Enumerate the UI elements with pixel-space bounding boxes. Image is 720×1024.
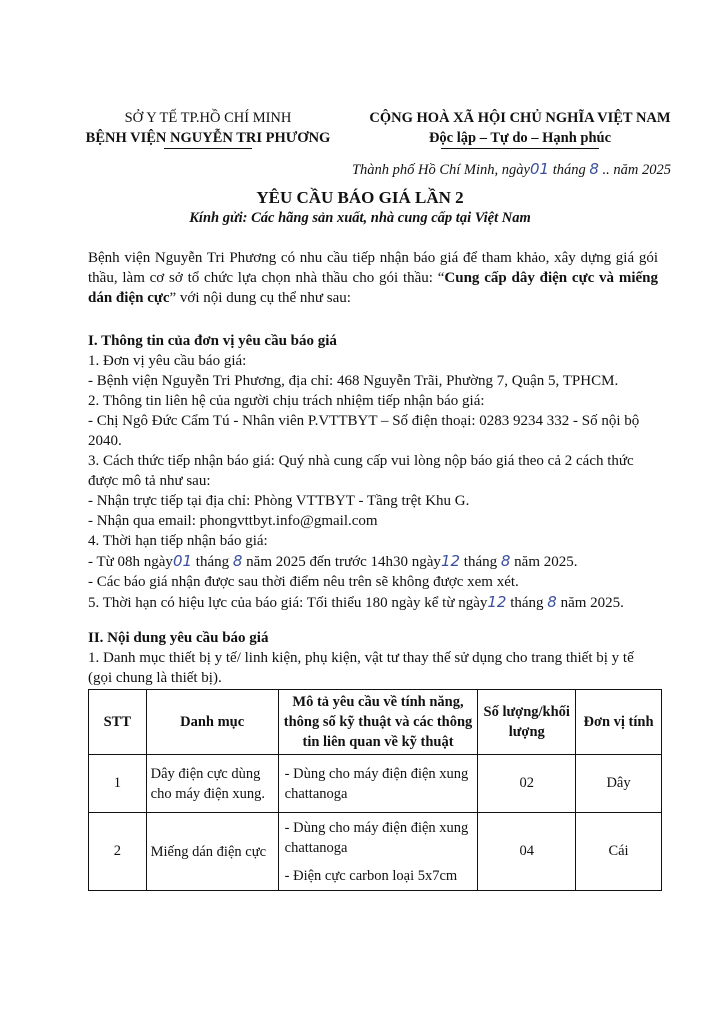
date-line: Thành phố Hồ Chí Minh, ngày01 tháng 8 .. năm 2025 xyxy=(351,160,671,178)
document-recipient: Kính gửi: Các hãng sản xuất, nhà cung cấp tại Việt Nam xyxy=(189,210,531,226)
item-5-validity xyxy=(88,592,658,613)
table-row xyxy=(89,755,662,813)
section2-item-1: 1. Danh mục thiết bị y tế/ linh kiện, phụ kiện, vật tư thay thế sử dụng cho trang thiết bị y tế (gọi chung là thiết bị). xyxy=(88,650,634,686)
spec-line: - Điện cực carbon loại 5x7cm xyxy=(284,867,458,884)
item-1: 1. Đơn vị yêu cầu báo giá: xyxy=(88,353,247,369)
period-text: năm 2025 đến trước 14h30 ngày xyxy=(242,554,441,570)
cell-stt: 1 xyxy=(89,755,147,813)
col-don-vi: Đơn vị tính xyxy=(576,690,662,755)
header-underline xyxy=(164,148,252,149)
spec-line: - Dùng cho máy điện điện xung chattanoga xyxy=(284,819,469,856)
handwritten-validity-day: 12 xyxy=(487,593,507,611)
nation-title: CỘNG HOÀ XÃ HỘI CHỦ NGHĨA VIỆT NAM xyxy=(369,110,671,126)
item-4-note: - Các báo giá nhận được sau thời điểm nêu trên sẽ không được xem xét. xyxy=(88,574,519,590)
handwritten-start-day: 01 xyxy=(172,552,193,570)
national-motto: Độc lập – Tự do – Hạnh phúc xyxy=(428,130,612,146)
date-prefix: Thành phố Hồ Chí Minh, ngày xyxy=(351,162,530,178)
issuer-header xyxy=(68,108,348,149)
cell-mo-ta xyxy=(278,755,478,813)
date-month-word: tháng xyxy=(552,162,586,178)
period-text: năm 2025. xyxy=(510,554,578,570)
intro-text-end: ” với nội dung cụ thể như sau: xyxy=(169,290,351,306)
col-mo-ta: Mô tả yêu cầu về tính năng, thông số kỹ thuật và các thông tin liên quan về kỹ thuật xyxy=(278,690,478,755)
cell-so-luong: 02 xyxy=(478,755,576,813)
period-text: - Từ 08h ngày xyxy=(88,554,173,570)
item-3: 3. Cách thức tiếp nhận báo giá: Quý nhà cung cấp vui lòng nộp báo giá theo cả 2 cách thức được mô tả như sau: xyxy=(88,453,634,489)
motto-underline xyxy=(441,148,599,149)
date-year: năm 2025 xyxy=(613,162,671,178)
cell-don-vi: Dây xyxy=(576,755,662,813)
col-stt: STT xyxy=(89,690,147,755)
section2-heading: II. Nội dung yêu cầu báo giá xyxy=(88,630,269,646)
cell-danh-muc: Dây điện cực dùng cho máy điện xung. xyxy=(146,755,278,813)
cell-don-vi: Cái xyxy=(576,813,662,891)
cell-stt: 2 xyxy=(89,813,147,891)
hospital-name: BỆNH VIỆN NGUYỄN TRI PHƯƠNG xyxy=(85,130,331,146)
item-2-detail: - Chị Ngô Đức Cẩm Tú - Nhân viên P.VTTBYT – Số điện thoại: 0283 9234 332 - Số nội bộ 2040. xyxy=(88,413,640,449)
handwritten-end-month: 8 xyxy=(500,552,511,570)
item-4: 4. Thời hạn tiếp nhận báo giá: xyxy=(88,533,268,549)
handwritten-end-day: 12 xyxy=(440,552,461,570)
period-text: tháng xyxy=(192,554,233,570)
item-2: 2. Thông tin liên hệ của người chịu trách nhiệm tiếp nhận báo giá: xyxy=(88,393,485,409)
section1-heading: I. Thông tin của đơn vị yêu cầu báo giá xyxy=(88,333,337,349)
document-title: YÊU CẦU BÁO GIÁ LẦN 2 xyxy=(256,188,464,207)
handwritten-validity-month: 8 xyxy=(547,593,557,611)
handwritten-start-month: 8 xyxy=(232,552,243,570)
spec-line: - Dùng cho máy điện điện xung chattanoga xyxy=(284,765,469,802)
national-header xyxy=(360,108,680,149)
cell-mo-ta xyxy=(278,813,478,891)
col-danh-muc: Danh mục xyxy=(146,690,278,755)
validity-text: năm 2025. xyxy=(556,595,624,611)
table-row xyxy=(89,813,662,891)
item-3-email: - Nhận qua email: phongvttbyt.info@gmail.com xyxy=(88,513,378,529)
validity-text: 5. Thời hạn có hiệu lực của báo giá: Tối thiểu 180 ngày kể từ ngày xyxy=(88,595,488,611)
item-4-period xyxy=(88,551,658,572)
handwritten-day: 01 xyxy=(529,160,550,178)
period-text: tháng xyxy=(460,554,501,570)
item-3-direct: - Nhận trực tiếp tại địa chỉ: Phòng VTTBYT - Tầng trệt Khu G. xyxy=(88,493,470,509)
table-header-row xyxy=(89,690,662,755)
item-1-detail: - Bệnh viện Nguyễn Tri Phương, địa chỉ: 468 Nguyễn Trãi, Phường 7, Quận 5, TPHCM. xyxy=(88,373,619,389)
equipment-table xyxy=(88,689,662,891)
handwritten-month: 8 xyxy=(589,160,599,178)
cell-so-luong: 04 xyxy=(478,813,576,891)
intro-paragraph xyxy=(88,248,658,308)
cell-danh-muc: Miếng dán điện cực xyxy=(146,813,278,891)
package-name: Cung cấp dây điện cực và miếng dán điện cực xyxy=(88,270,658,306)
section-requester-info xyxy=(88,331,658,613)
intro-text: Bệnh viện Nguyễn Tri Phương có nhu cầu tiếp nhận báo giá để tham khảo, xây dựng giá gói thầu, làm cơ sở tổ chức lựa chọn nhà thầu cho gói thầu: “ xyxy=(88,250,658,286)
validity-text: tháng xyxy=(506,595,548,611)
section-request-content xyxy=(88,628,658,688)
department-name: SỞ Y TẾ TP.HỒ CHÍ MINH xyxy=(124,110,292,126)
col-so-luong: Số lượng/khối lượng xyxy=(478,690,576,755)
